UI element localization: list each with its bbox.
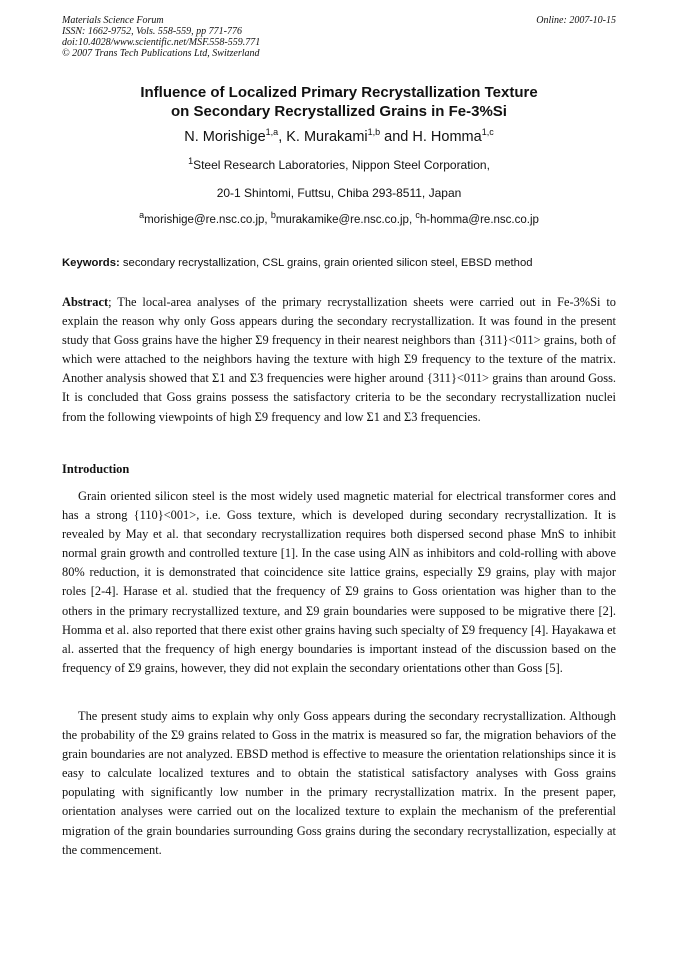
email-list [62, 210, 616, 227]
introduction-paragraph-2: The present study aims to explain why only Goss appears during the secondary recrystallization. Although the probability of the Σ9 grains related to Goss in the matrix is measured so far, the migration behaviors of the grain boundaries are not analyzed. EBSD method is effective to measure the orientation relationships since it is easy to calculate localized textures and to obtain the statistical satisfactory analyses with Goss grains populating with significantly low number in the primary recrystallization matrix. In the present paper, orientation analyses were carried out on the localized texture to explain the mechanism of the preferential migration of the grain boundaries surrounding Goss grains during the secondary recrystallization, especially at the commencement. [62, 709, 616, 857]
email-a: morishige@re.nsc.co.jp, [144, 214, 271, 226]
introduction-paragraph-1: Grain oriented silicon steel is the most widely used magnetic material for electrical transformer cores and has a strong {110}<001>, i.e. Goss texture, which is developed during secondary recrystallization. It is revealed by May et al. that secondary recrystallization requires both dispersed second phase MnS to inhibit normal grain growth and controlled texture [1]. In the case using AlN as inhibitors and cold-rolling with above 80% reduction, it is demonstrated that coincidence site lattice grains, especially Σ9 grains, play with major roles [2-4]. Harase et al. studied that the frequency of Σ9 grains to Goss orientation was higher than to the others in the primary recrystallized texture, and Σ9 grain boundaries were supposed to be migrative there [2]. Homma et al. also reported that there exist other grains having such specialty of Σ9 frequency [4]. Hayakawa et al. asserted that the frequency of high energy boundaries is important instead of the discussion based on the frequency of Σ9 grains, however, they did not explain the secondary orientations other than Goss [5]. [62, 489, 616, 675]
copyright-line: © 2007 Trans Tech Publications Ltd, Switzerland [62, 48, 260, 59]
abstract-label: Abstract [62, 295, 109, 309]
author-2: , K. Murakami [278, 129, 368, 145]
online-date: Online: 2007-10-15 [536, 15, 616, 26]
author-3: and H. Homma [380, 129, 482, 145]
email-b: murakamike@re.nsc.co.jp, [275, 214, 416, 226]
affiliation-name: Steel Research Laboratories, Nippon Steel Corporation, [193, 158, 490, 172]
abstract [62, 293, 616, 427]
author-3-affil: 1,c [481, 127, 494, 138]
affiliation-line-1 [62, 158, 616, 172]
email-a-sup: a [139, 210, 145, 221]
paper-title [62, 83, 616, 121]
title-line-2: on Secondary Recrystallized Grains in Fe-3%Si [171, 103, 507, 120]
keywords-text: secondary recrystallization, CSL grains, grain oriented silicon steel, EBSD method [119, 257, 533, 269]
keywords-label: Keywords: [62, 257, 120, 269]
issn-line: ISSN: 1662-9752, Vols. 558-559, pp 771-776 [62, 26, 242, 37]
affiliation-sup: 1 [188, 156, 194, 166]
journal-name: Materials Science Forum [62, 15, 164, 26]
journal-header [62, 15, 616, 59]
title-line-1: Influence of Localized Primary Recrystallization Texture [140, 84, 538, 101]
email-b-sup: b [270, 210, 276, 221]
abstract-text: ; The local-area analyses of the primary recrystallization sheets were carried out in Fe-3%Si to explain the reason why only Goss appears during the secondary recrystallization. It was found in the present study that Goss grains have the higher Σ9 frequency in their nearest neighbors than {311}<011> grains, both of which were attached to the neighbors having the texture with high Σ9 frequency to the texture of the matrix. Another analysis showed that Σ1 and Σ3 frequencies were higher around {311}<011> grains than around Goss. It is concluded that Goss grains possess the satisfactory criteria to be the secondary recrystallization nuclei from the following viewpoints of high Σ9 frequency and low Σ1 and Σ3 frequencies. [62, 295, 616, 424]
doi-line: doi:10.4028/www.scientific.net/MSF.558-559.771 [62, 37, 261, 48]
keywords [62, 256, 616, 270]
author-2-affil: 1,b [367, 127, 381, 138]
email-c: h-homma@re.nsc.co.jp [419, 214, 539, 226]
introduction-heading: Introduction [62, 462, 130, 476]
affiliation-line-2: 20-1 Shintomi, Futtsu, Chiba 293-8511, Japan [216, 186, 462, 200]
author-1-affil: 1,a [265, 127, 279, 138]
author-1: N. Morishige [184, 129, 266, 145]
email-c-sup: c [415, 210, 420, 221]
author-list [62, 128, 616, 146]
